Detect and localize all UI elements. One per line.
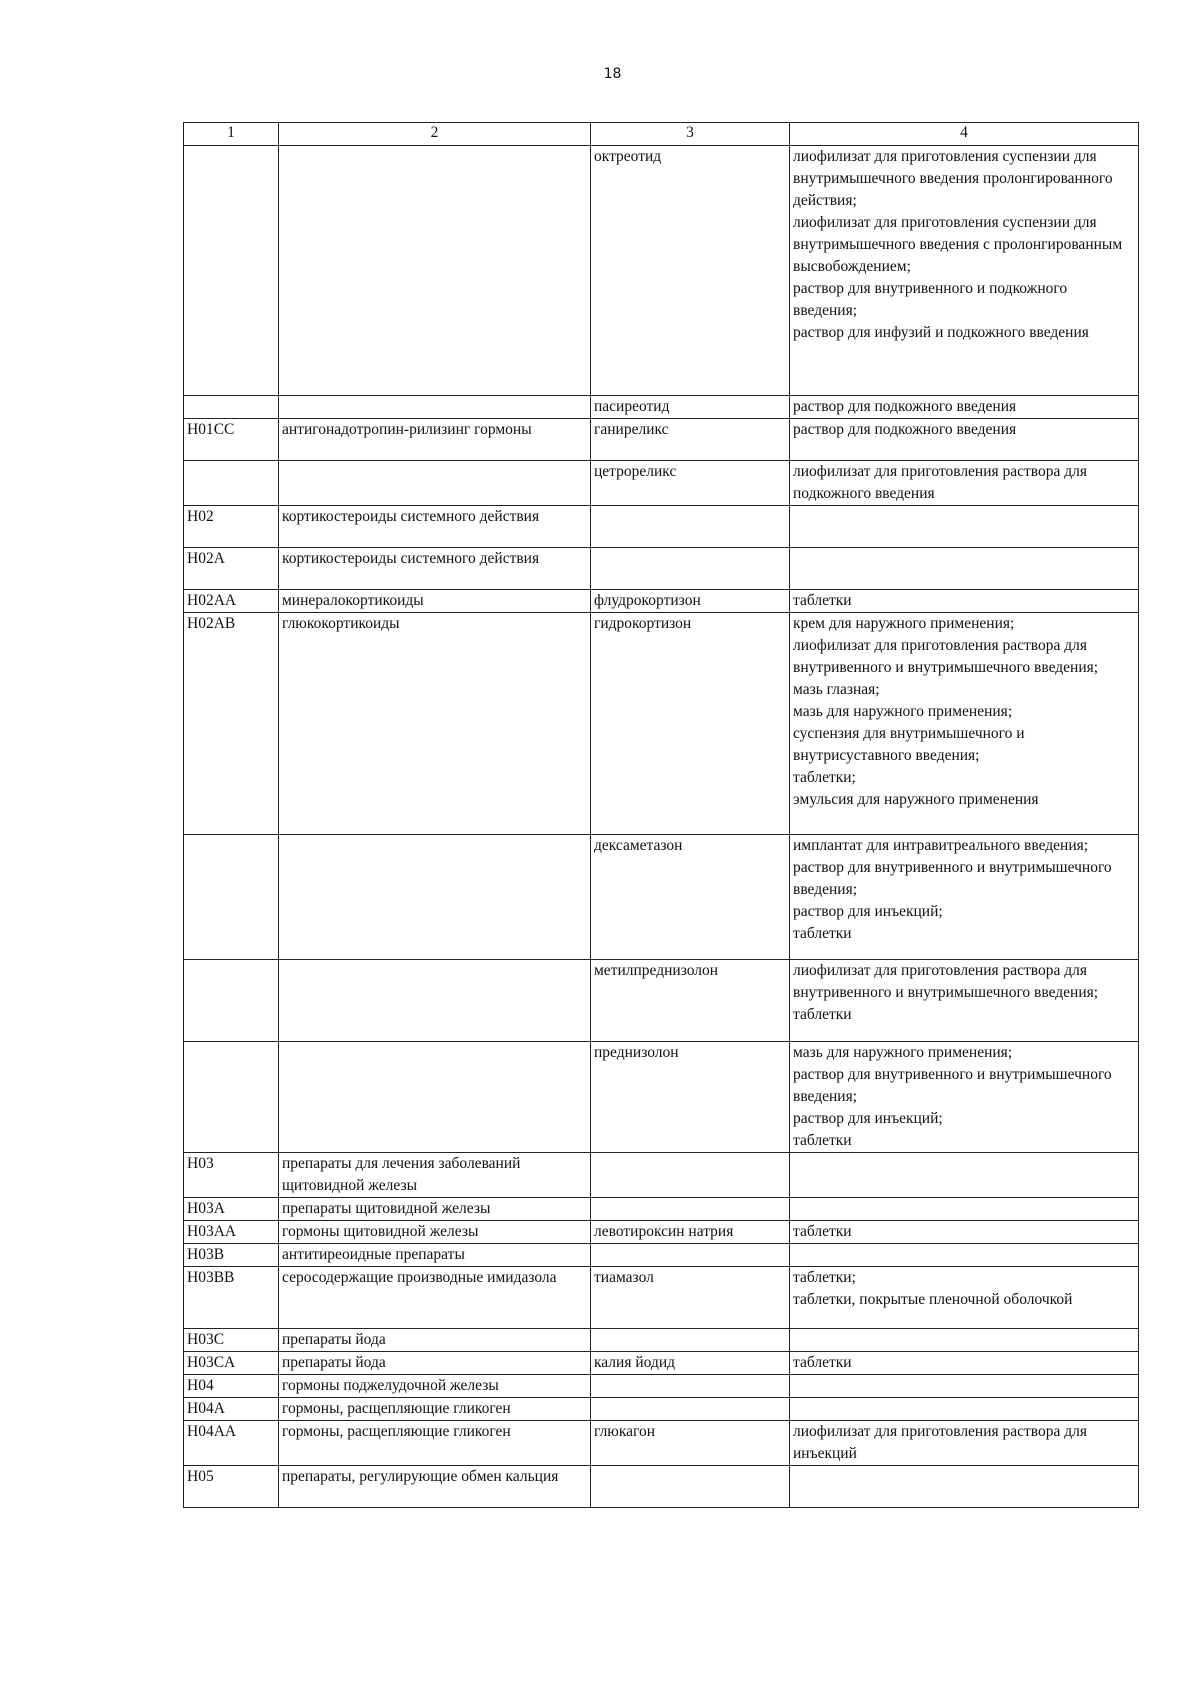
atc-code-cell: H04A — [184, 1398, 279, 1421]
group-name-cell: препараты, регулирующие обмен кальция — [279, 1466, 591, 1508]
dosage-forms-cell: крем для наружного применения; лиофилизат для приготовления раствора для внутривенного и внутримышечного введения; мазь глазная; мазь для наружного применения; суспензия для внутримышечного и внутрисуставного введения; таблетки; эмульсия для наружного применения — [790, 613, 1139, 835]
dosage-forms-cell: лиофилизат для приготовления суспензии для внутримышечного введения пролонгированного действия; лиофилизат для приготовления суспензии для внутримышечного введения с пролонгированным высвобождением; раствор для внутривенного и подкожного введения; раствор для инфузий и подкожного введения — [790, 146, 1139, 396]
dosage-forms-cell — [790, 1198, 1139, 1221]
table-row — [184, 1398, 1139, 1421]
drug-name-cell: левотироксин натрия — [591, 1221, 790, 1244]
atc-code-cell: H01CC — [184, 419, 279, 461]
drug-name-cell — [591, 548, 790, 590]
group-name-cell: кортикостероиды системного действия — [279, 548, 591, 590]
group-name-cell: гормоны щитовидной железы — [279, 1221, 591, 1244]
group-name-cell: кортикостероиды системного действия — [279, 506, 591, 548]
table-row — [184, 1352, 1139, 1375]
group-name-cell — [279, 1042, 591, 1153]
atc-code-cell — [184, 146, 279, 396]
dosage-forms-cell — [790, 548, 1139, 590]
table-row — [184, 1329, 1139, 1352]
drug-list-table — [183, 122, 1139, 1508]
table-body — [184, 146, 1139, 1508]
dosage-forms-cell: таблетки — [790, 1352, 1139, 1375]
column-number-3: 3 — [591, 123, 790, 146]
column-number-row — [184, 123, 1139, 146]
atc-code-cell: H02A — [184, 548, 279, 590]
table-row — [184, 396, 1139, 419]
drug-name-cell: цетрореликс — [591, 461, 790, 506]
drug-name-cell: пасиреотид — [591, 396, 790, 419]
atc-code-cell: H02AB — [184, 613, 279, 835]
table-row — [184, 1221, 1139, 1244]
atc-code-cell: H03A — [184, 1198, 279, 1221]
dosage-forms-cell — [790, 1398, 1139, 1421]
dosage-forms-cell: раствор для подкожного введения — [790, 396, 1139, 419]
dosage-forms-cell: имплантат для интравитреального введения; раствор для внутривенного и внутримышечного введения; раствор для инъекций; таблетки — [790, 835, 1139, 960]
table-row — [184, 1375, 1139, 1398]
atc-code-cell: H05 — [184, 1466, 279, 1508]
drug-name-cell: калия йодид — [591, 1352, 790, 1375]
dosage-forms-cell — [790, 506, 1139, 548]
group-name-cell: антитиреоидные препараты — [279, 1244, 591, 1267]
table-row — [184, 1153, 1139, 1198]
dosage-forms-cell: лиофилизат для приготовления раствора для инъекций — [790, 1421, 1139, 1466]
drug-name-cell — [591, 1153, 790, 1198]
table-row — [184, 960, 1139, 1042]
atc-code-cell: H03BB — [184, 1267, 279, 1329]
table-row — [184, 1042, 1139, 1153]
drug-name-cell: ганиреликс — [591, 419, 790, 461]
table-row — [184, 835, 1139, 960]
dosage-forms-cell: таблетки — [790, 590, 1139, 613]
table-row — [184, 613, 1139, 835]
atc-code-cell: H03AA — [184, 1221, 279, 1244]
table-row — [184, 1466, 1139, 1508]
atc-code-cell — [184, 960, 279, 1042]
dosage-forms-cell: лиофилизат для приготовления раствора для подкожного введения — [790, 461, 1139, 506]
dosage-forms-cell: раствор для подкожного введения — [790, 419, 1139, 461]
drug-name-cell: дексаметазон — [591, 835, 790, 960]
atc-code-cell — [184, 1042, 279, 1153]
group-name-cell: препараты йода — [279, 1352, 591, 1375]
group-name-cell: глюкокортикоиды — [279, 613, 591, 835]
table-row — [184, 419, 1139, 461]
table-row — [184, 461, 1139, 506]
drug-name-cell: флудрокортизон — [591, 590, 790, 613]
dosage-forms-cell — [790, 1153, 1139, 1198]
dosage-forms-cell: мазь для наружного применения; раствор для внутривенного и внутримышечного введения; раствор для инъекций; таблетки — [790, 1042, 1139, 1153]
drug-name-cell — [591, 1198, 790, 1221]
group-name-cell: минералокортикоиды — [279, 590, 591, 613]
drug-name-cell: октреотид — [591, 146, 790, 396]
drug-name-cell — [591, 1398, 790, 1421]
atc-code-cell — [184, 461, 279, 506]
table-row — [184, 590, 1139, 613]
table-row — [184, 506, 1139, 548]
atc-code-cell: H03C — [184, 1329, 279, 1352]
group-name-cell — [279, 960, 591, 1042]
page-number: 18 — [603, 66, 622, 82]
dosage-forms-cell: таблетки; таблетки, покрытые пленочной оболочкой — [790, 1267, 1139, 1329]
drug-name-cell — [591, 506, 790, 548]
drug-name-cell: метилпреднизолон — [591, 960, 790, 1042]
group-name-cell: препараты щитовидной железы — [279, 1198, 591, 1221]
group-name-cell — [279, 146, 591, 396]
group-name-cell: гормоны, расщепляющие гликоген — [279, 1398, 591, 1421]
table-row — [184, 146, 1139, 396]
drug-name-cell — [591, 1329, 790, 1352]
dosage-forms-cell — [790, 1466, 1139, 1508]
group-name-cell: гормоны поджелудочной железы — [279, 1375, 591, 1398]
drug-name-cell — [591, 1375, 790, 1398]
table-row — [184, 548, 1139, 590]
drug-name-cell — [591, 1466, 790, 1508]
group-name-cell: антигонадотропин-рилизинг гормоны — [279, 419, 591, 461]
dosage-forms-cell — [790, 1329, 1139, 1352]
atc-code-cell — [184, 396, 279, 419]
group-name-cell: препараты для лечения заболеваний щитовидной железы — [279, 1153, 591, 1198]
atc-code-cell: H03CA — [184, 1352, 279, 1375]
drug-name-cell — [591, 1244, 790, 1267]
drug-name-cell: гидрокортизон — [591, 613, 790, 835]
atc-code-cell: H02 — [184, 506, 279, 548]
dosage-forms-cell: лиофилизат для приготовления раствора для внутривенного и внутримышечного введения; таблетки — [790, 960, 1139, 1042]
atc-code-cell: H03B — [184, 1244, 279, 1267]
group-name-cell: гормоны, расщепляющие гликоген — [279, 1421, 591, 1466]
drug-name-cell: глюкагон — [591, 1421, 790, 1466]
column-number-2: 2 — [279, 123, 591, 146]
group-name-cell — [279, 835, 591, 960]
dosage-forms-cell — [790, 1375, 1139, 1398]
dosage-forms-cell: таблетки — [790, 1221, 1139, 1244]
table-row — [184, 1267, 1139, 1329]
table-row — [184, 1198, 1139, 1221]
drug-name-cell: тиамазол — [591, 1267, 790, 1329]
table-row — [184, 1244, 1139, 1267]
atc-code-cell: H02AA — [184, 590, 279, 613]
atc-code-cell: H03 — [184, 1153, 279, 1198]
dosage-forms-cell — [790, 1244, 1139, 1267]
atc-code-cell — [184, 835, 279, 960]
group-name-cell — [279, 461, 591, 506]
group-name-cell: препараты йода — [279, 1329, 591, 1352]
atc-code-cell: H04AA — [184, 1421, 279, 1466]
group-name-cell — [279, 396, 591, 419]
drug-name-cell: преднизолон — [591, 1042, 790, 1153]
group-name-cell: серосодержащие производные имидазола — [279, 1267, 591, 1329]
column-number-1: 1 — [184, 123, 279, 146]
table-row — [184, 1421, 1139, 1466]
atc-code-cell: H04 — [184, 1375, 279, 1398]
column-number-4: 4 — [790, 123, 1139, 146]
